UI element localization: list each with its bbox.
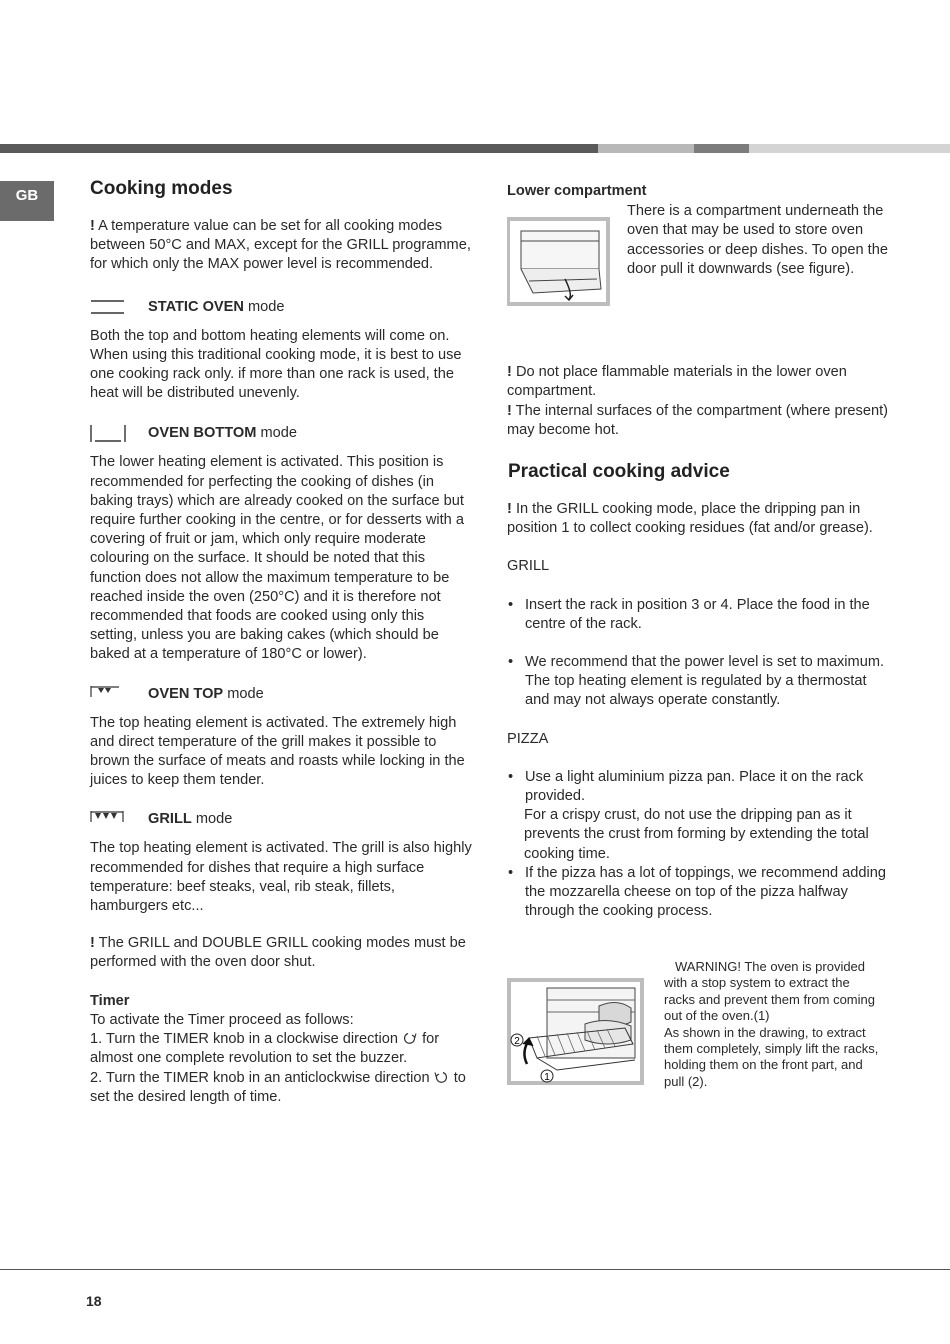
mode-suffix: mode (260, 425, 297, 442)
footer-rule (0, 1269, 950, 1270)
anticlockwise-arrow-icon (434, 1070, 450, 1084)
rack-warning (664, 959, 880, 1090)
oven-bottom-heading (90, 423, 475, 445)
rack-extraction-illustration (507, 978, 645, 1088)
mode-suffix: mode (227, 685, 264, 702)
advice-title: Practical cooking advice (508, 461, 730, 483)
pizza-label: PIZZA (507, 730, 549, 747)
lower-compartment-text: There is a compartment underneath the oven that may be used to store oven accessories or deep dishes. To open the door pull it downwards (see figure). (627, 203, 888, 277)
grill-bullet-list (507, 596, 892, 711)
rack-warning-text: WARNING! The oven is provided with a stop system to extract the racks and prevent them from coming out of the oven.(1) (664, 959, 875, 1024)
exclamation-mark: ! (90, 218, 95, 234)
oven-bottom-icon (90, 423, 130, 445)
warning-flammable: ! Do not place flammable materials in the lower oven compartment. (507, 364, 847, 400)
mode-name: OVEN BOTTOM (148, 425, 257, 442)
list-item: • Insert the rack in position 3 or 4. Place the food in the centre of the rack. (508, 596, 870, 632)
mode-suffix: mode (195, 811, 233, 828)
grill-icon (90, 809, 130, 829)
grill-note-text: The GRILL and DOUBLE GRILL cooking modes must be performed with the oven door shut. (90, 935, 466, 971)
pizza-bullet-list (507, 768, 892, 922)
figure-callout-2: 2 (514, 1036, 520, 1047)
lower-compartment-heading: Lower compartment (507, 183, 647, 199)
lower-compartment-figure (507, 201, 611, 313)
grill-note (90, 934, 475, 972)
advice-intro: ! In the GRILL cooking mode, place the dripping pan in position 1 to collect cooking residues (fat and/or grease). (507, 501, 873, 537)
grill-heading (90, 809, 475, 831)
language-tab: GB (0, 181, 54, 221)
grill-label: GRILL (507, 558, 550, 575)
header-bar-segment (694, 144, 749, 153)
oven-top-heading (90, 684, 475, 706)
list-item: • Use a light aluminium pizza pan. Place it on the rack provided. (508, 768, 864, 805)
static-oven-heading (90, 297, 475, 319)
header-bar (0, 144, 950, 153)
mode-suffix: mode (248, 298, 285, 315)
static-oven-icon (90, 297, 130, 317)
oven-top-text: The top heating element is activated. The extremely high and direct temperature of the grill makes it possible to brown the surface of meats and roasts while locking in the juices to keep them tender. (90, 714, 465, 789)
page-number: 18 (86, 1293, 102, 1309)
warning-hot-surfaces: ! The internal surfaces of the compartment (where present) may become hot. (507, 402, 888, 438)
compartment-drawer-illustration (507, 201, 611, 307)
left-column (90, 176, 475, 1107)
figure-callout-1: 1 (544, 1072, 550, 1083)
oven-bottom-text: The lower heating element is activated. This position is recommended for perfecting the cooking of dishes (in baking trays) which are already cooked on the surface but require further cooking in the centre, or for desserts with a covering of fruit or jam, which only require moderate colouring on the surface. It should be noted that this function does not allow the maximum temperature to be reached inside the oven (250°C) and it is therefore not recommended that foods are cooked using only this setting, unless you are baking cakes (which should be baked at a temperature of 180°C or lower). (90, 454, 464, 663)
grill-text: The top heating element is activated. The grill is also highly recommended for dishes that require a high surface temperature: beef steaks, veal, rib steak, fillets, hamburgers etc... (90, 840, 472, 915)
oven-top-icon (90, 684, 130, 704)
header-bar-segment (598, 144, 694, 153)
list-item-continuation: For a crispy crust, do not use the dripping pan as it prevents the crust from forming by extending the total cooking time. (524, 807, 869, 862)
intro-paragraph (90, 217, 475, 275)
exclamation-mark: ! (90, 935, 95, 952)
rack-extraction-figure (507, 978, 645, 1093)
intro-text: A temperature value can be set for all cooking modes between 50°C and MAX, except for the GRILL programme, for which only the MAX power level is recommended. (90, 218, 471, 273)
header-bar-segment (0, 144, 598, 153)
list-item: • If the pizza has a lot of toppings, we recommend adding the mozzarella cheese on top of the pizza halfway through the cooking process. (508, 864, 887, 920)
mode-name: STATIC OVEN (148, 298, 244, 315)
mode-name: GRILL (148, 811, 192, 828)
timer-intro: To activate the Timer proceed as follows: (90, 1011, 354, 1028)
static-oven-text: Both the top and bottom heating elements will come on. When using this traditional cooking mode, it is best to use one cooking rack only. if more than one rack is used, the heat will be distributed unevenly. (90, 327, 462, 402)
timer-step-2: 2. Turn the TIMER knob in an anticlockwise direction to set the desired length of time. (90, 1069, 466, 1105)
timer-heading: Timer (90, 992, 130, 1009)
timer-step-1: 1. Turn the TIMER knob in a clockwise direction for almost one complete revolution to set the buzzer. (90, 1031, 440, 1067)
list-item: • We recommend that the power level is set to maximum. The top heating element is regulated by a thermostat and may not always operate constantly. (508, 654, 885, 709)
exclamation-mark: ! (507, 402, 512, 419)
right-column (507, 182, 892, 921)
rack-warning-text-2: As shown in the drawing, to extract them completely, simply lift the racks, holding them on the front part, and pull (2). (664, 1024, 879, 1089)
header-bar-segment (749, 144, 950, 153)
clockwise-arrow-icon (402, 1031, 418, 1045)
exclamation-mark: ! (507, 364, 512, 381)
mode-name: OVEN TOP (148, 685, 224, 702)
exclamation-mark: ! (507, 501, 512, 518)
section-title: Cooking modes (90, 178, 233, 199)
